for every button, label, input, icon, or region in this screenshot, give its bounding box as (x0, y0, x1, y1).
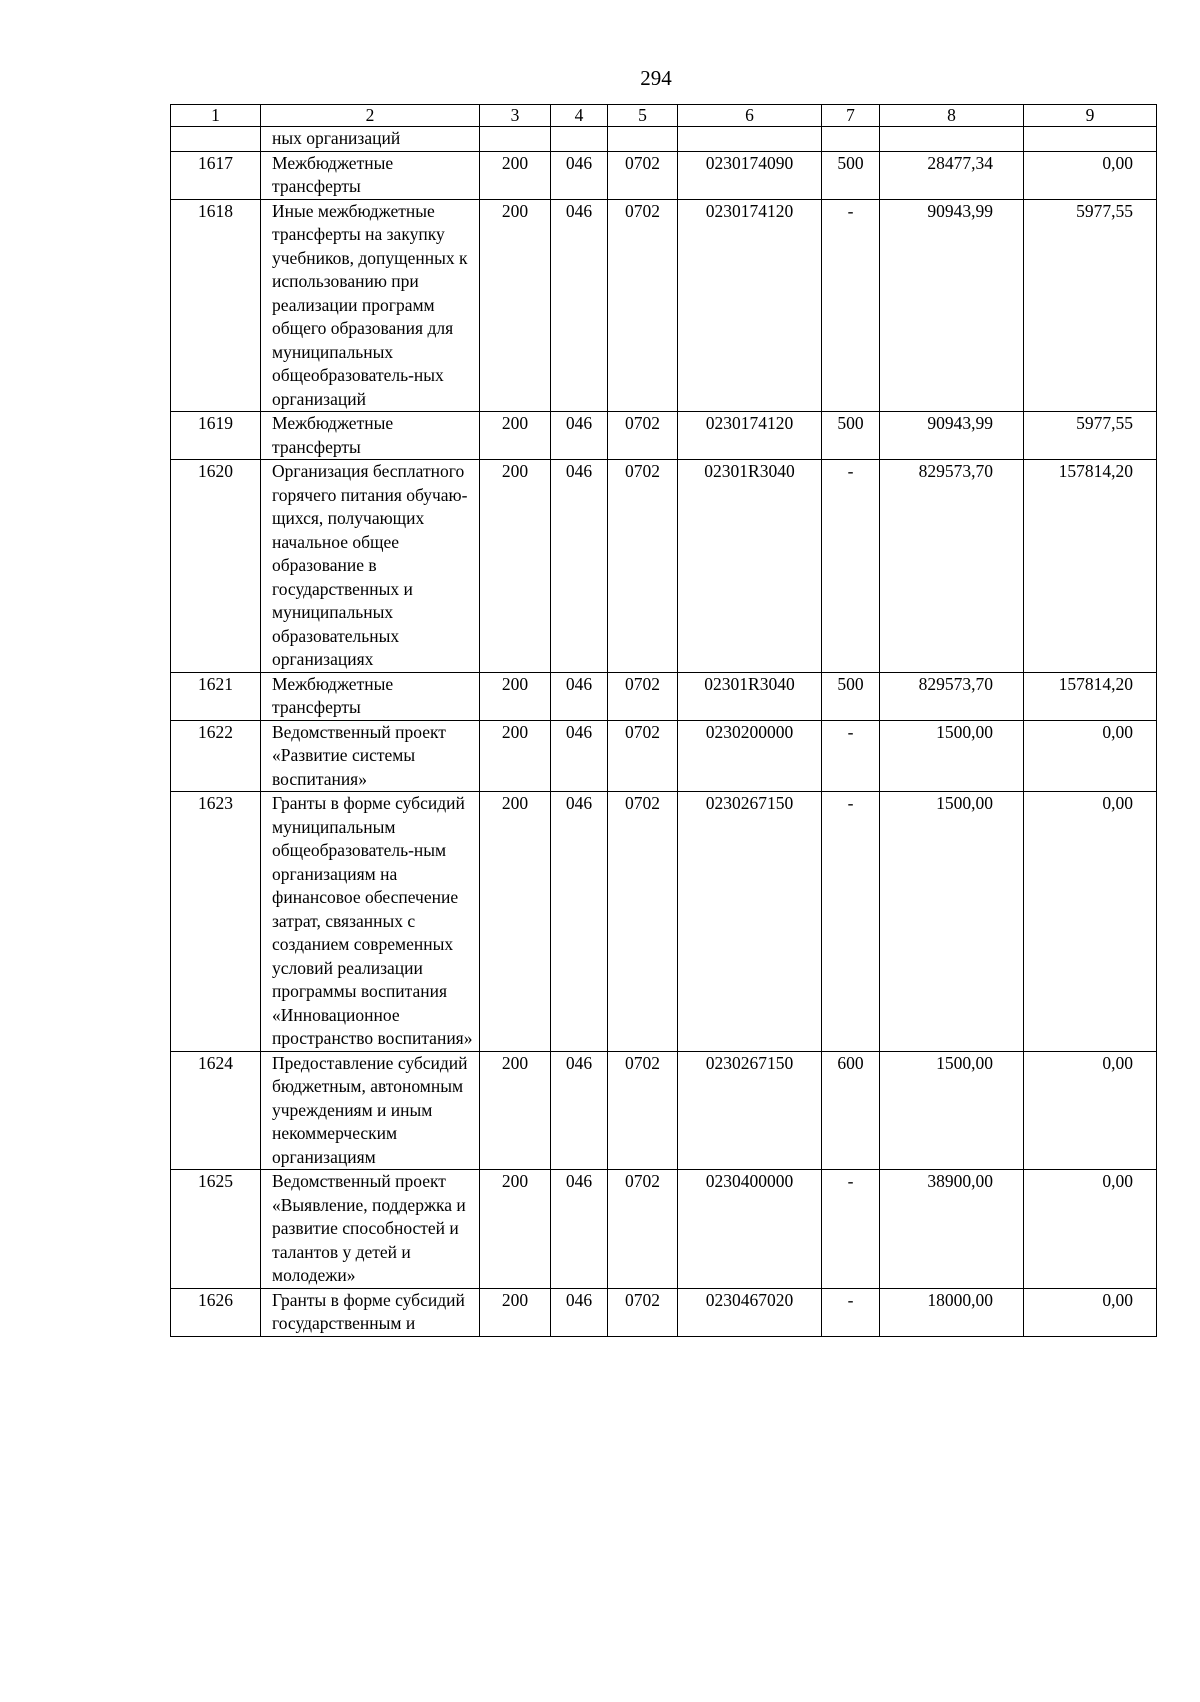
row-col8: 38900,00 (880, 1170, 1024, 1289)
row-description: Предоставление субсидий бюджетным, автономным учреждениям и иным некоммерческим организациям (261, 1051, 480, 1170)
row-col4: 046 (551, 1288, 608, 1336)
row-description: Межбюджетные трансферты (261, 672, 480, 720)
row-col9: 5977,55 (1024, 412, 1157, 460)
header-col-4: 4 (551, 105, 608, 127)
row-id: 1617 (171, 151, 261, 199)
row-id: 1625 (171, 1170, 261, 1289)
row-col9: 157814,20 (1024, 672, 1157, 720)
row-col4: 046 (551, 1051, 608, 1170)
row-description: Гранты в форме субсидий муниципальным общеобразователь-ным организациям на финансовое обеспечение затрат, связанных с созданием современных условий реализации программы воспитания «Инновационное пространство воспитания» (261, 792, 480, 1052)
row-col3: 200 (480, 792, 551, 1052)
row-id: 1624 (171, 1051, 261, 1170)
row-col7: 500 (822, 151, 880, 199)
row-col5: 0702 (608, 1170, 678, 1289)
row-col8: 90943,99 (880, 412, 1024, 460)
header-col-7: 7 (822, 105, 880, 127)
row-col4: 046 (551, 672, 608, 720)
table-row (171, 151, 1157, 199)
page-number: 294 (640, 66, 672, 90)
table-row (171, 792, 1157, 1052)
row-col3: 200 (480, 199, 551, 412)
budget-table (170, 104, 1157, 1337)
row-col6: 0230174120 (678, 412, 822, 460)
row-id: 1620 (171, 460, 261, 673)
row-col7: - (822, 792, 880, 1052)
row-col3: 200 (480, 151, 551, 199)
row-col7: 600 (822, 1051, 880, 1170)
row-col4: 046 (551, 460, 608, 673)
row-col9: 0,00 (1024, 720, 1157, 792)
row-col4 (551, 127, 608, 152)
row-col8: 1500,00 (880, 720, 1024, 792)
row-col6: 0230467020 (678, 1288, 822, 1336)
row-col8: 829573,70 (880, 460, 1024, 673)
table-row (171, 1051, 1157, 1170)
row-col3: 200 (480, 1288, 551, 1336)
row-col3: 200 (480, 1051, 551, 1170)
table-row (171, 720, 1157, 792)
row-id: 1623 (171, 792, 261, 1052)
row-col5: 0702 (608, 720, 678, 792)
row-col7: - (822, 1170, 880, 1289)
table-row (171, 460, 1157, 673)
row-col5: 0702 (608, 199, 678, 412)
table-row (171, 672, 1157, 720)
row-description: Межбюджетные трансферты (261, 412, 480, 460)
row-description: Ведомственный проект «Развитие системы воспитания» (261, 720, 480, 792)
row-col5: 0702 (608, 460, 678, 673)
row-col9: 0,00 (1024, 792, 1157, 1052)
row-col6: 0230267150 (678, 1051, 822, 1170)
row-col8: 829573,70 (880, 672, 1024, 720)
row-id: 1621 (171, 672, 261, 720)
row-col9 (1024, 127, 1157, 152)
row-col8: 1500,00 (880, 1051, 1024, 1170)
row-col6: 0230200000 (678, 720, 822, 792)
row-description: ных организаций (261, 127, 480, 152)
row-col3: 200 (480, 1170, 551, 1289)
row-col5: 0702 (608, 412, 678, 460)
row-col5: 0702 (608, 1051, 678, 1170)
row-col9: 0,00 (1024, 1170, 1157, 1289)
row-description: Иные межбюджетные трансферты на закупку учебников, допущенных к использованию при реализации программ общего образования для муниципальных общеобразователь-ных организаций (261, 199, 480, 412)
row-col9: 157814,20 (1024, 460, 1157, 673)
row-col4: 046 (551, 151, 608, 199)
row-col3 (480, 127, 551, 152)
header-col-9: 9 (1024, 105, 1157, 127)
row-col5: 0702 (608, 792, 678, 1052)
row-id: 1618 (171, 199, 261, 412)
row-col6 (678, 127, 822, 152)
row-col7: 500 (822, 672, 880, 720)
row-col3: 200 (480, 672, 551, 720)
row-col8: 28477,34 (880, 151, 1024, 199)
row-col4: 046 (551, 199, 608, 412)
table-row (171, 199, 1157, 412)
row-col3: 200 (480, 412, 551, 460)
row-id: 1619 (171, 412, 261, 460)
row-col7: - (822, 1288, 880, 1336)
row-col9: 0,00 (1024, 1288, 1157, 1336)
row-col4: 046 (551, 792, 608, 1052)
row-col9: 0,00 (1024, 1051, 1157, 1170)
row-id (171, 127, 261, 152)
row-id: 1622 (171, 720, 261, 792)
row-description: Организация бесплатного горячего питания обучаю-щихся, получающих начальное общее образование в государственных и муниципальных образовательных организациях (261, 460, 480, 673)
table-row (171, 1288, 1157, 1336)
row-col5 (608, 127, 678, 152)
row-col7 (822, 127, 880, 152)
row-col5: 0702 (608, 1288, 678, 1336)
row-col8: 18000,00 (880, 1288, 1024, 1336)
row-col4: 046 (551, 1170, 608, 1289)
row-col7: - (822, 460, 880, 673)
header-row (171, 105, 1157, 127)
row-col7: - (822, 199, 880, 412)
row-col6: 02301R3040 (678, 460, 822, 673)
row-description: Межбюджетные трансферты (261, 151, 480, 199)
row-description: Гранты в форме субсидий государственным и (261, 1288, 480, 1336)
table-row (171, 1170, 1157, 1289)
row-col5: 0702 (608, 672, 678, 720)
row-col3: 200 (480, 720, 551, 792)
header-col-5: 5 (608, 105, 678, 127)
row-col6: 02301R3040 (678, 672, 822, 720)
row-col9: 0,00 (1024, 151, 1157, 199)
row-col6: 0230174120 (678, 199, 822, 412)
header-col-8: 8 (880, 105, 1024, 127)
row-col4: 046 (551, 412, 608, 460)
row-col4: 046 (551, 720, 608, 792)
row-col3: 200 (480, 460, 551, 673)
header-col-2: 2 (261, 105, 480, 127)
row-col8: 90943,99 (880, 199, 1024, 412)
table-row (171, 412, 1157, 460)
header-col-1: 1 (171, 105, 261, 127)
header-col-3: 3 (480, 105, 551, 127)
row-col8: 1500,00 (880, 792, 1024, 1052)
row-id: 1626 (171, 1288, 261, 1336)
row-col7: - (822, 720, 880, 792)
header-col-6: 6 (678, 105, 822, 127)
row-col5: 0702 (608, 151, 678, 199)
row-col6: 0230400000 (678, 1170, 822, 1289)
row-col6: 0230174090 (678, 151, 822, 199)
row-col8 (880, 127, 1024, 152)
row-col7: 500 (822, 412, 880, 460)
row-col9: 5977,55 (1024, 199, 1157, 412)
row-col6: 0230267150 (678, 792, 822, 1052)
continuation-row (171, 127, 1157, 152)
row-description: Ведомственный проект «Выявление, поддержка и развитие способностей и талантов у детей и молодежи» (261, 1170, 480, 1289)
